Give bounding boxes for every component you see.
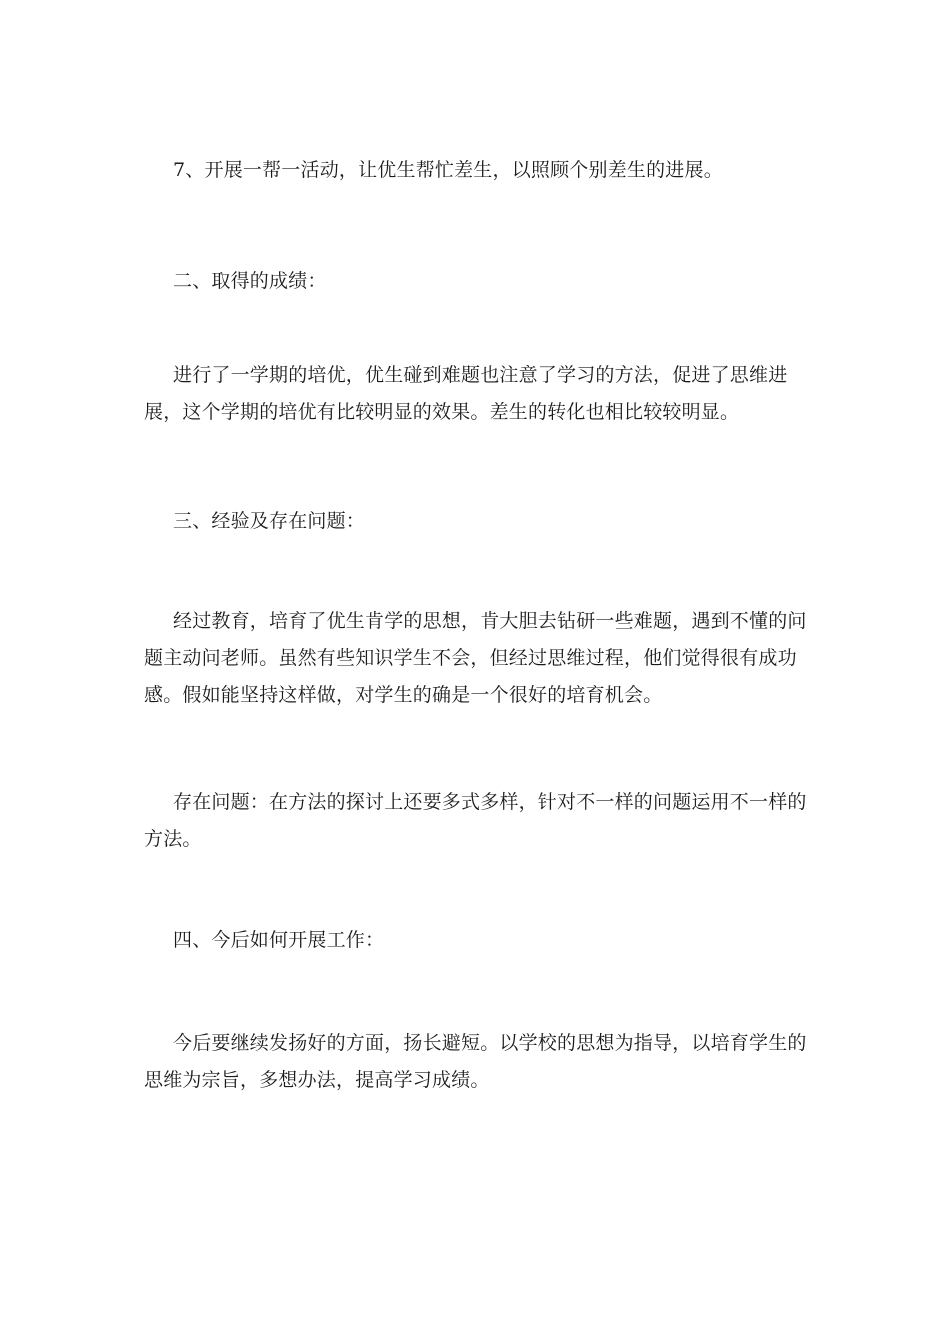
paragraph-future-work: 今后要继续发扬好的方面，扬长避短。以学校的思想为指导，以培育学生的思维为宗旨，多想办法，提高学习成绩。 bbox=[144, 1032, 807, 1091]
list-item-7: 7、开展一帮一活动，让优生帮忙差生，以照顾个别差生的进展。 bbox=[173, 159, 723, 181]
section-heading-experience: 三、经验及存在问题： bbox=[173, 510, 366, 532]
paragraph-problems: 存在问题：在方法的探讨上还要多式多样，针对不一样的问题运用不一样的方法。 bbox=[144, 791, 807, 850]
section-heading-future-work: 四、今后如何开展工作： bbox=[173, 929, 385, 951]
section-heading-achievements: 二、取得的成绩： bbox=[173, 270, 327, 292]
paragraph-experience: 经过教育，培育了优生肯学的思想，肯大胆去钻研一些难题，遇到不懂的问题主动问老师。虽然有些知识学生不会，但经过思维过程，他们觉得很有成功感。假如能坚持这样做，对学生的确是一个很好的培育机会。 bbox=[144, 610, 807, 706]
paragraph-achievements: 进行了一学期的培优，优生碰到难题也注意了学习的方法，促进了思维进展，这个学期的培优有比较明显的效果。差生的转化也相比较较明显。 bbox=[144, 364, 788, 423]
